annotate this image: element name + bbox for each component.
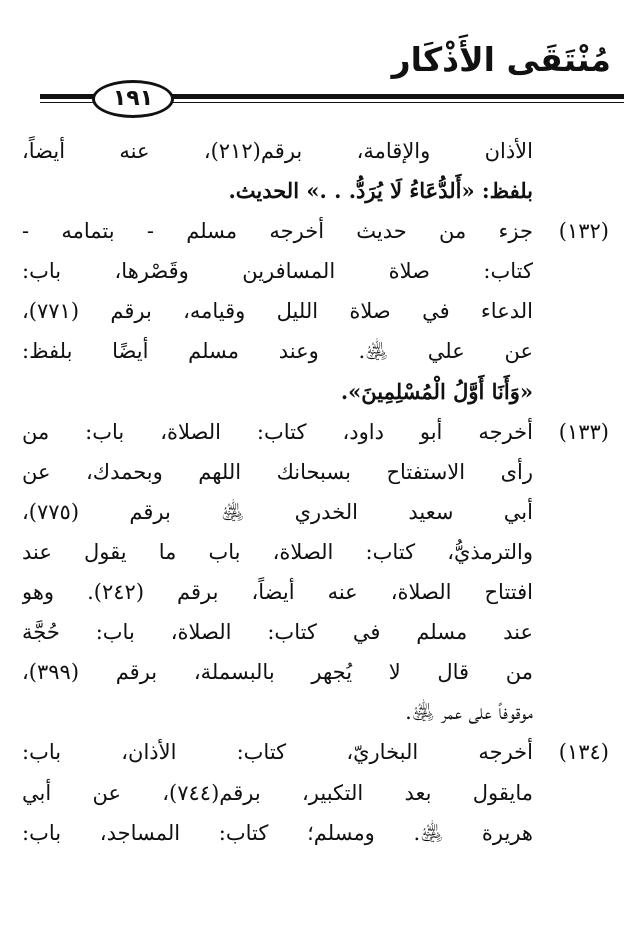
line-text: هريرة ﵁. ومسلم؛ كتاب: المساجد، باب: — [22, 820, 533, 845]
line-text: الدعاء في صلاة الليل وقيامه، برقم (٧٧١)، — [22, 299, 533, 324]
text-line — [22, 773, 609, 813]
text-line — [22, 572, 609, 612]
line-text: عن علي ﵁. وعند مسلم أيضًا بلفظ: — [22, 339, 533, 364]
footnote-number: (١٣٢) — [558, 219, 609, 244]
text-line — [22, 652, 609, 692]
line-text: جزء من حديث أخرجه مسلم - بتمامه - — [22, 219, 533, 244]
footnote-number: (١٣٤) — [558, 740, 609, 765]
line-text: أخرجه أبو داود، كتاب: الصلاة، باب: من — [22, 419, 533, 444]
line-text: أبي سعيد الخدري ﵁ برقم (٧٧٥)، — [22, 499, 533, 524]
line-text: الأذان والإقامة، برقم(٢١٢)، عنه أيضاً، — [22, 139, 533, 163]
line-text: مايقول بعد التكبير، برقم(٧٤٤)، عن أبي — [22, 780, 533, 805]
text-line — [22, 813, 609, 853]
text-line — [22, 692, 609, 732]
text-line — [22, 211, 609, 251]
footnote-number: (١٣٣) — [558, 419, 609, 444]
line-text: «وَأَنَا أَوَّلُ الْمُسْلِمِينَ». — [340, 378, 533, 404]
header-rule — [0, 0, 637, 140]
line-text: افتتاح الصلاة، عنه أيضاً، برقم (٢٤٢). وهو — [22, 580, 534, 605]
line-text: من قال لا يُجهر بالبسملة، برقم (٣٩٩)، — [22, 660, 533, 685]
line-text: بلفظ: «أَلدُّعَاءُ لَا يُرَدُّ. . .» الحديث. — [228, 178, 533, 204]
text-line — [22, 331, 609, 371]
line-text: أخرجه البخاريّ، كتاب: الأذان، باب: — [22, 740, 533, 765]
line-text: رأى الاستفتاح بسبحانك اللهم وبحمدك، عن — [22, 459, 533, 484]
page-number: ١٩١ — [112, 86, 154, 111]
text-line — [22, 131, 609, 171]
text-line — [22, 372, 609, 412]
line-text: كتاب: صلاة المسافرين وقَصْرها، باب: — [22, 259, 533, 284]
text-line — [22, 732, 609, 772]
text-line — [22, 612, 609, 652]
text-line — [22, 452, 609, 492]
text-line — [22, 251, 609, 291]
text-line — [22, 171, 609, 211]
running-header-title: مُنْتَقَى الأَذْكَار — [391, 40, 611, 79]
text-line — [22, 492, 609, 532]
footnotes-body — [22, 131, 609, 853]
text-line — [22, 412, 609, 452]
line-text: عند مسلم في كتاب: الصلاة، باب: حُجَّة — [22, 620, 533, 645]
text-line — [22, 291, 609, 331]
line-text: موقوفاً على عمر ﵁. — [405, 700, 533, 725]
line-text: والترمذيُّ، كتاب: الصلاة، باب ما يقول عند — [22, 539, 533, 564]
text-line — [22, 532, 609, 572]
